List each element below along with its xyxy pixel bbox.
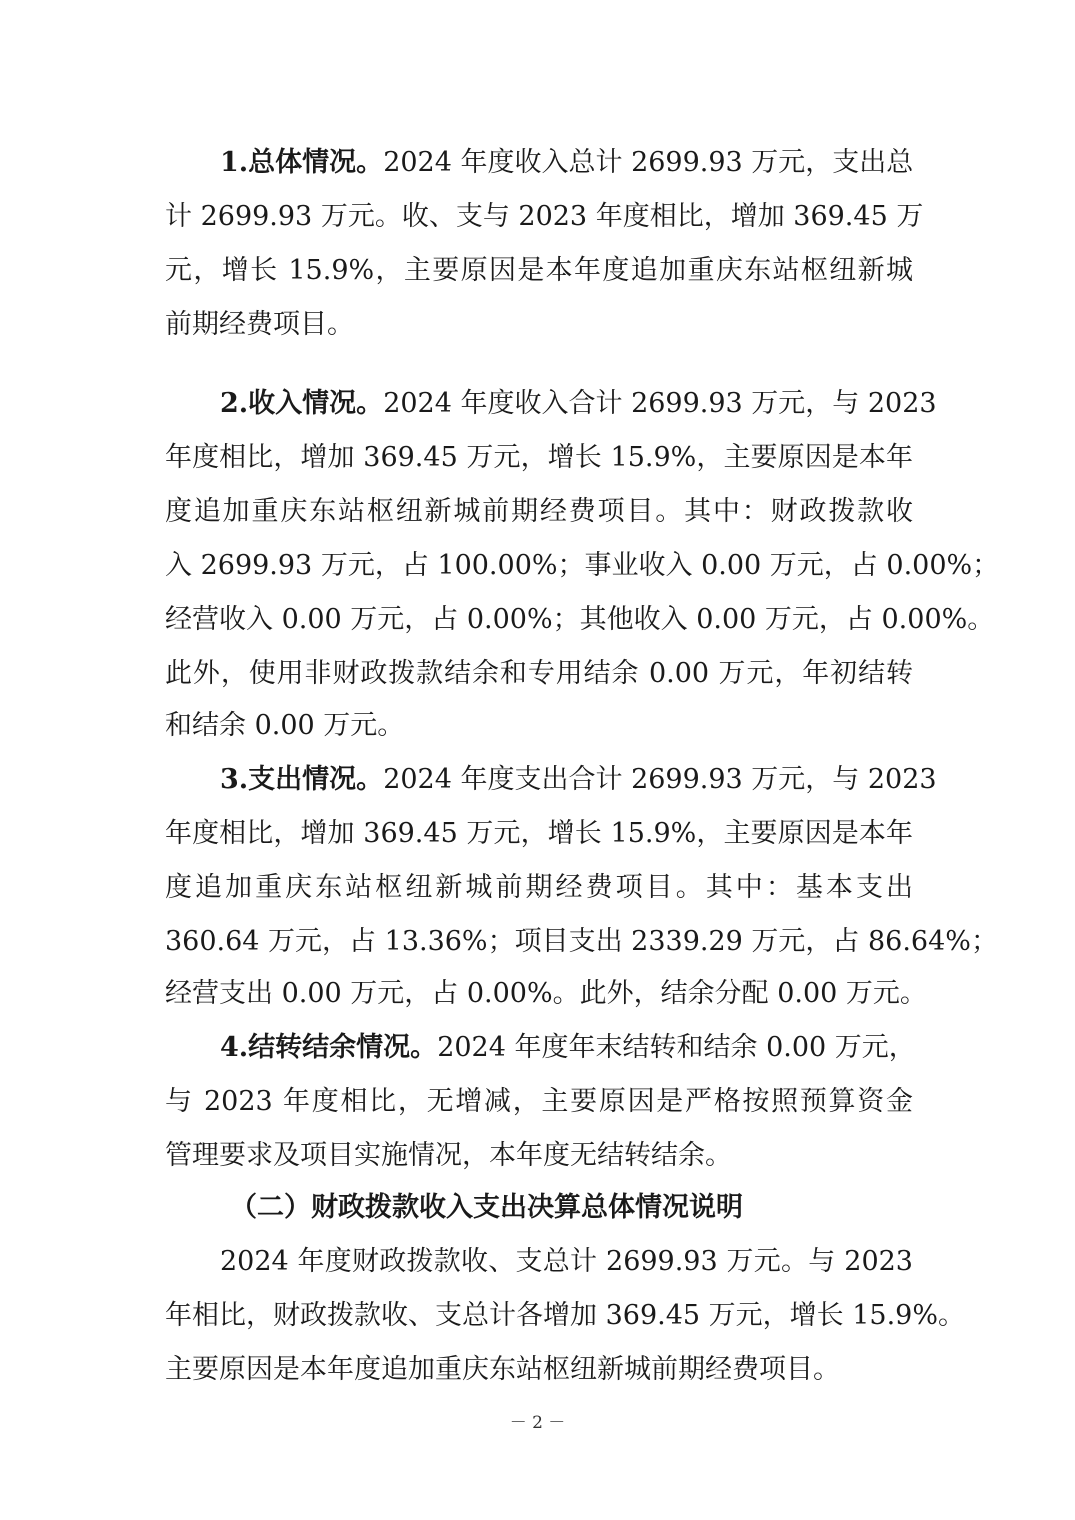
section-1-line-3: 元，增长 15.9%，主要原因是本年度追加重庆东站枢纽新城 <box>165 255 913 286</box>
section-2-lead: 2.收入情况。 <box>220 388 384 419</box>
section-2-line-2: 年度相比，增加 369.45 万元，增长 15.9%，主要原因是本年 <box>165 442 913 473</box>
section-3-line-5: 经营支出 0.00 万元，占 0.00%。此外，结余分配 0.00 万元。 <box>165 978 927 1009</box>
section-3-line-4: 360.64 万元，占 13.36%；项目支出 2339.29 万元，占 86.64%； <box>165 926 998 957</box>
section-3-line-1 <box>220 760 937 800</box>
final-paragraph-line-2: 年相比，财政拨款收、支总计各增加 369.45 万元，增长 15.9%。 <box>165 1300 965 1331</box>
section-1-line-2: 计 2699.93 万元。收、支与 2023 年度相比，增加 369.45 万 <box>165 201 924 232</box>
section-4-line-1 <box>220 1028 916 1068</box>
section-4-line-3: 管理要求及项目实施情况，本年度无结转结余。 <box>165 1140 732 1171</box>
section-3-lead: 3.支出情况。 <box>220 764 384 795</box>
subheading: （二）财政拨款收入支出决算总体情况说明 <box>230 1192 743 1223</box>
section-2-line-1 <box>220 384 937 424</box>
section-2-line-5: 经营收入 0.00 万元，占 0.00%；其他收入 0.00 万元，占 0.00%。 <box>165 604 995 635</box>
section-1-text-1: 2024 年度收入总计 2699.93 万元，支出总 <box>383 147 914 178</box>
section-4-text-1: 2024 年度年末结转和结余 0.00 万元， <box>437 1032 916 1063</box>
section-4-line-2: 与 2023 年度相比，无增减，主要原因是严格按照预算资金 <box>165 1086 913 1117</box>
section-1-line-1 <box>220 143 913 183</box>
section-2-line-3: 度追加重庆东站枢纽新城前期经费项目。其中：财政拨款收 <box>165 496 913 527</box>
section-3-line-2: 年度相比，增加 369.45 万元，增长 15.9%，主要原因是本年 <box>165 818 913 849</box>
section-2-text-1: 2024 年度收入合计 2699.93 万元，与 2023 <box>383 388 937 419</box>
section-1-line-4: 前期经费项目。 <box>165 309 354 340</box>
section-2-line-4: 入 2699.93 万元，占 100.00%；事业收入 0.00 万元，占 0.00%； <box>165 550 1000 581</box>
section-1-lead: 1.总体情况。 <box>220 147 384 178</box>
section-4-lead: 4.结转结余情况。 <box>220 1032 438 1063</box>
final-paragraph-line-1: 2024 年度财政拨款收、支总计 2699.93 万元。与 2023 <box>220 1246 913 1277</box>
section-2-line-7: 和结余 0.00 万元。 <box>165 710 405 741</box>
section-2-line-6: 此外，使用非财政拨款结余和专用结余 0.00 万元，年初结转 <box>165 658 913 689</box>
section-3-line-3: 度追加重庆东站枢纽新城前期经费项目。其中：基本支出 <box>165 872 913 903</box>
final-paragraph-line-3: 主要原因是本年度追加重庆东站枢纽新城前期经费项目。 <box>165 1354 840 1385</box>
page-number: － 2 － <box>509 1413 566 1433</box>
section-3-text-1: 2024 年度支出合计 2699.93 万元，与 2023 <box>383 764 937 795</box>
